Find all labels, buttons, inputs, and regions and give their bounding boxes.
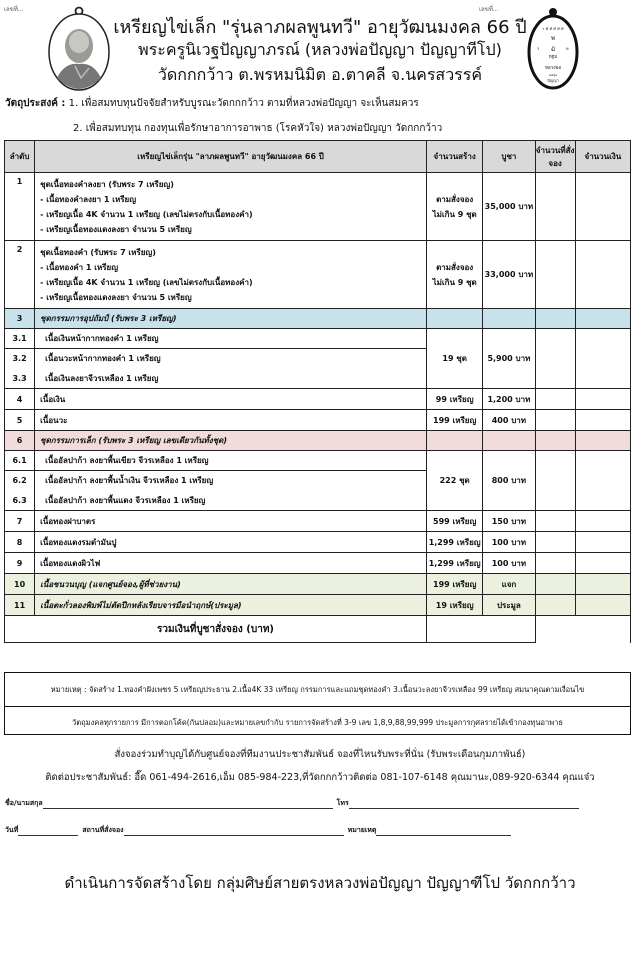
ordered-input-cell[interactable] bbox=[535, 574, 575, 595]
row-no: 9 bbox=[5, 553, 35, 574]
amount-input-cell[interactable] bbox=[575, 553, 630, 574]
svg-text:๒๕๖๑: ๒๕๖๑ bbox=[548, 73, 558, 77]
row-line: - เนื้อทองคำ 1 เหรียญ bbox=[40, 262, 119, 272]
table-row-group-header bbox=[5, 431, 631, 451]
remark-field[interactable] bbox=[376, 827, 511, 836]
row-no: 10 bbox=[5, 574, 35, 595]
subrow-text: เนื้ออัลปาก้า ลงยาพื้นเขียว จีวรเหลือง 1 เหรียญ bbox=[35, 451, 427, 471]
empty-cell bbox=[427, 431, 483, 451]
ordered-input-cell[interactable] bbox=[535, 595, 575, 616]
table-row bbox=[5, 241, 631, 309]
subrow-no: 6.2 bbox=[5, 471, 35, 491]
amount-input-cell[interactable] bbox=[575, 410, 630, 431]
subrow-no: 6.3 bbox=[5, 491, 35, 511]
row-qty: 1,299 เหรียญ bbox=[427, 532, 483, 553]
row-price: 33,000 บาท bbox=[483, 241, 535, 309]
remark-label: หมายเหตุ bbox=[347, 826, 377, 834]
row-price: 100 บาท bbox=[483, 532, 535, 553]
table-row bbox=[5, 173, 631, 241]
name-label: ชื่อ/นามสกุล bbox=[5, 799, 43, 807]
qty-line: ตามสั่งจอง bbox=[436, 262, 474, 272]
table-row bbox=[5, 595, 631, 616]
empty-cell bbox=[535, 616, 630, 643]
page-subtitle: พระครูนิเวฐปัญญาภรณ์ (หลวงพ่อปัญญา ปัญญาทีโป) bbox=[138, 40, 502, 59]
row-qty bbox=[427, 241, 483, 309]
row-qty: 222 ชุด bbox=[427, 451, 483, 511]
amount-input-cell[interactable] bbox=[575, 329, 630, 389]
order-table bbox=[4, 140, 631, 643]
table-row bbox=[5, 511, 631, 532]
purpose-item-2: 2. เพื่อสมทบทุน กองทุนเพื่อรักษาอาการอาพาธ (โรคหัวใจ) หลวงพ่อปัญญา วัดกกกว้าว bbox=[73, 123, 443, 134]
header-amount: จำนวนเงิน bbox=[575, 141, 630, 173]
svg-text:ษ: ษ bbox=[566, 46, 569, 51]
svg-text:หฐม: หฐม bbox=[548, 55, 558, 60]
row-qty: 99 เหรียญ bbox=[427, 389, 483, 410]
svg-text:ฏ: ฏ bbox=[550, 45, 556, 52]
row-price: แจก bbox=[483, 574, 535, 595]
row-description: เนื้อทองแดงรมดำมันปู bbox=[35, 532, 427, 553]
amount-input-cell[interactable] bbox=[575, 595, 630, 616]
row-no: 2 bbox=[5, 241, 35, 309]
contact-info: ติดต่อประชาสัมพันธ์: อี๊ด 061-494-2616,เอ็ม 085-984-223,ที่วัดกกกว้าวติดต่อ 081-107-6148 คุณมานะ,089-920-6344 คุณแจ๋ว bbox=[45, 772, 595, 783]
row-line: - เหรียญเนื้อ 4K จำนวน 1 เหรียญ (เลขไม่ตรงกับเนื้อทองคำ) bbox=[40, 277, 253, 287]
subrow-text: เนื้อนวะหน้ากากทองคำ 1 เหรียญ bbox=[35, 349, 427, 369]
svg-text:หลวงพ่อ: หลวงพ่อ bbox=[544, 66, 562, 71]
qty-line: ไม่เกิน 9 ชุด bbox=[432, 209, 477, 219]
ordered-input-cell[interactable] bbox=[535, 553, 575, 574]
ordered-input-cell[interactable] bbox=[535, 532, 575, 553]
row-no: 4 bbox=[5, 389, 35, 410]
row-qty: 1,299 เหรียญ bbox=[427, 553, 483, 574]
ordered-input-cell[interactable] bbox=[535, 173, 575, 241]
row-no: 3 bbox=[5, 309, 35, 329]
amount-input-cell[interactable] bbox=[575, 451, 630, 511]
row-qty: 199 เหรียญ bbox=[427, 410, 483, 431]
phone-label: โทร bbox=[336, 799, 349, 807]
name-field[interactable] bbox=[43, 800, 333, 809]
subrow-no: 6.1 bbox=[5, 451, 35, 471]
amount-input-cell[interactable] bbox=[575, 173, 630, 241]
row-no: 8 bbox=[5, 532, 35, 553]
page-title: เหรียญไข่เล็ก "รุ่นลาภผลพูนทวี" อายุวัฒนมงคล 66 ปี bbox=[113, 17, 527, 38]
table-subrow bbox=[5, 329, 631, 349]
ordered-input-cell[interactable] bbox=[535, 241, 575, 309]
header-qty: จำนวนสร้าง bbox=[427, 141, 483, 173]
row-group-title: ชุดกรรมการอุปถัมป์ (รับพระ 3 เหรียญ) bbox=[35, 309, 427, 329]
table-header-row bbox=[5, 141, 631, 173]
phone-field[interactable] bbox=[349, 800, 579, 809]
svg-text:ะ ศ ศ ศ ศ ศ: ะ ศ ศ ศ ศ ศ bbox=[542, 26, 564, 31]
amount-input-cell[interactable] bbox=[575, 574, 630, 595]
header-no: ลำดับ bbox=[5, 141, 35, 173]
svg-text:พ: พ bbox=[551, 35, 555, 42]
row-description bbox=[35, 241, 427, 309]
row-line: - เนื้อทองคำลงยา 1 เหรียญ bbox=[40, 194, 137, 204]
ordered-input-cell[interactable] bbox=[535, 451, 575, 511]
row-no: 6 bbox=[5, 431, 35, 451]
row-description: เนื้อทองฝาบาตร bbox=[35, 511, 427, 532]
ordered-input-cell[interactable] bbox=[535, 309, 575, 329]
row-line: - เหรียญเนื้อ 4K จำนวน 1 เหรียญ (เลขไม่ตรงกับเนื้อทองคำ) bbox=[40, 209, 253, 219]
row-price: 150 บาท bbox=[483, 511, 535, 532]
table-row bbox=[5, 389, 631, 410]
subrow-text: เนื้อเงินหน้ากากทองคำ 1 เหรียญ bbox=[35, 329, 427, 349]
purpose-item-1: 1. เพื่อสมทบทุนปัจจัยสำหรับบูรณะวัดกกกว้าว ตามที่หลวงพ่อปัญญา จะเห็นสมควร bbox=[68, 98, 419, 109]
amount-input-cell[interactable] bbox=[575, 431, 630, 451]
empty-cell bbox=[483, 309, 535, 329]
row-price: 800 บาท bbox=[483, 451, 535, 511]
subrow-no: 3.3 bbox=[5, 369, 35, 389]
header-price: บูชา bbox=[483, 141, 535, 173]
row-price: 1,200 บาท bbox=[483, 389, 535, 410]
total-label: รวมเงินที่บูชาสั่งจอง (บาท) bbox=[5, 616, 427, 643]
row-description: เนื้อชนวนบุญ (แจกศูนย์จอง,ผู้ที่ช่วยงาน) bbox=[35, 574, 427, 595]
row-description bbox=[35, 173, 427, 241]
table-row bbox=[5, 553, 631, 574]
row-no: 1 bbox=[5, 173, 35, 241]
subrow-text: เนื้อเงินลงยาจีวรเหลือง 1 เหรียญ bbox=[35, 369, 427, 389]
place-field[interactable] bbox=[124, 827, 344, 836]
subrow-no: 3.1 bbox=[5, 329, 35, 349]
total-row bbox=[5, 616, 631, 643]
purpose-label: วัตถุประสงค์ : bbox=[5, 98, 66, 109]
ordered-input-cell[interactable] bbox=[535, 329, 575, 389]
row-qty bbox=[427, 173, 483, 241]
row-qty: 19 ชุด bbox=[427, 329, 483, 389]
svg-text:ร: ร bbox=[537, 46, 540, 51]
temple-location: วัดกกกว้าว ต.พรหมนิมิต อ.ตาคลี จ.นครสวรรค์ bbox=[157, 65, 483, 84]
row-no: 11 bbox=[5, 595, 35, 616]
row-price: 35,000 บาท bbox=[483, 173, 535, 241]
amount-input-cell[interactable] bbox=[575, 241, 630, 309]
table-row bbox=[5, 410, 631, 431]
row-group-title: ชุดกรรมการเล็ก (รับพระ 3 เหรียญ เลขเดียวกันทั้งชุด) bbox=[35, 431, 427, 451]
serial-number-right: เลขที่... bbox=[479, 6, 499, 13]
row-qty: 599 เหรียญ bbox=[427, 511, 483, 532]
subrow-text: เนื้ออัลปาก้า ลงยาพื้นแดง จีวรเหลือง 1 เหรียญ bbox=[35, 491, 427, 511]
ordered-input-cell[interactable] bbox=[535, 431, 575, 451]
table-subrow bbox=[5, 451, 631, 471]
table-row bbox=[5, 574, 631, 595]
amount-input-cell[interactable] bbox=[575, 532, 630, 553]
amount-input-cell[interactable] bbox=[575, 389, 630, 410]
row-line: ชุดเนื้อทองคำ (รับพระ 7 เหรียญ) bbox=[40, 247, 156, 257]
table-row-group-header bbox=[5, 309, 631, 329]
form-row-date bbox=[5, 825, 515, 836]
row-price: 400 บาท bbox=[483, 410, 535, 431]
date-field[interactable] bbox=[18, 827, 78, 836]
ordered-input-cell[interactable] bbox=[535, 389, 575, 410]
date-label: วันที่ bbox=[5, 826, 19, 834]
note-code-info: วัตถุมงคลทุกรายการ มีการตอกโค้ด(กันปลอม)และหมายเลขกำกับ รายการจัดสร้างที่ 3-9 เลข 1,8,9,88,99,999 ประมูลการกุศลรายได้เข้ากองทุนอาพาธ bbox=[72, 718, 563, 727]
header-ordered: จำนวนที่สั่งจอง bbox=[535, 141, 575, 173]
header-name: เหรียญไข่เล็กรุ่น "ลาภผลพูนทวี" อายุวัฒนมงคล 66 ปี bbox=[35, 141, 427, 173]
row-price: 5,900 บาท bbox=[483, 329, 535, 389]
subrow-text: เนื้ออัลปาก้า ลงยาพื้นน้ำเงิน จีวรเหลือง 1 เหรียญ bbox=[35, 471, 427, 491]
ordered-input-cell[interactable] bbox=[535, 410, 575, 431]
empty-cell bbox=[483, 431, 535, 451]
row-no: 7 bbox=[5, 511, 35, 532]
form-row-name bbox=[5, 798, 583, 809]
serial-number-left: เลขที่... bbox=[4, 6, 24, 13]
row-no: 5 bbox=[5, 410, 35, 431]
row-line: - เหรียญเนื้อทองแดงลงยา จำนวน 5 เหรียญ bbox=[40, 292, 192, 302]
subrow-no: 3.2 bbox=[5, 349, 35, 369]
svg-text:ปัญญา: ปัญญา bbox=[547, 78, 559, 83]
total-value-cell[interactable] bbox=[427, 616, 536, 643]
qty-line: ตามสั่งจอง bbox=[436, 194, 474, 204]
row-qty: 199 เหรียญ bbox=[427, 574, 483, 595]
row-line: - เหรียญเนื้อทองแดงลงยา จำนวน 5 เหรียญ bbox=[40, 224, 192, 234]
note-divider bbox=[5, 706, 630, 707]
row-price: ประมูล bbox=[483, 595, 535, 616]
organizer-footer: ดำเนินการจัดสร้างโดย กลุ่มศิษย์สายตรงหลวงพ่อปัญญา ปัญญาฑีโป วัดกกกว้าว bbox=[64, 874, 576, 892]
row-description: เนื้อตะกั่วลองพิมพ์ไม่ตัดปีกหลังเรียบจารมือนำฤกษ์(ประมูล) bbox=[35, 595, 427, 616]
empty-cell bbox=[427, 309, 483, 329]
place-label: สถานที่สั่งจอง bbox=[82, 826, 124, 834]
row-price: 100 บาท bbox=[483, 553, 535, 574]
amount-input-cell[interactable] bbox=[575, 309, 630, 329]
note-remark: หมายเหตุ : จัดสร้าง 1.ทองคำฝังเพชร 5 เหรียญประธาน 2.เนื้อ4K 33 เหรียญ กรรมการและแถมชุดทองคำ 3.เนื้อนวะลงยาจีวรเหลือง 99 เหรียญ สมนาคุณตามเงื่อนไข bbox=[50, 685, 585, 694]
notes-box bbox=[4, 672, 631, 735]
qty-line: ไม่เกิน 9 ชุด bbox=[432, 277, 477, 287]
purpose-line-1 bbox=[5, 96, 419, 111]
ordered-input-cell[interactable] bbox=[535, 511, 575, 532]
row-description: เนื้อทองแดงผิวไฟ bbox=[35, 553, 427, 574]
row-qty: 19 เหรียญ bbox=[427, 595, 483, 616]
amount-input-cell[interactable] bbox=[575, 511, 630, 532]
row-description: เนื้อนวะ bbox=[35, 410, 427, 431]
order-instructions: สั่งจองร่วมทำบุญได้กับศูนย์จองที่ทีมงานประชาสัมพันธ์ จองที่ไหนรับพระที่นั่น (รับพระเดือนกุมภาพันธ์) bbox=[114, 749, 526, 760]
row-line: ชุดเนื้อทองคำลงยา (รับพระ 7 เหรียญ) bbox=[40, 179, 174, 189]
table-row bbox=[5, 532, 631, 553]
row-description: เนื้อเงิน bbox=[35, 389, 427, 410]
